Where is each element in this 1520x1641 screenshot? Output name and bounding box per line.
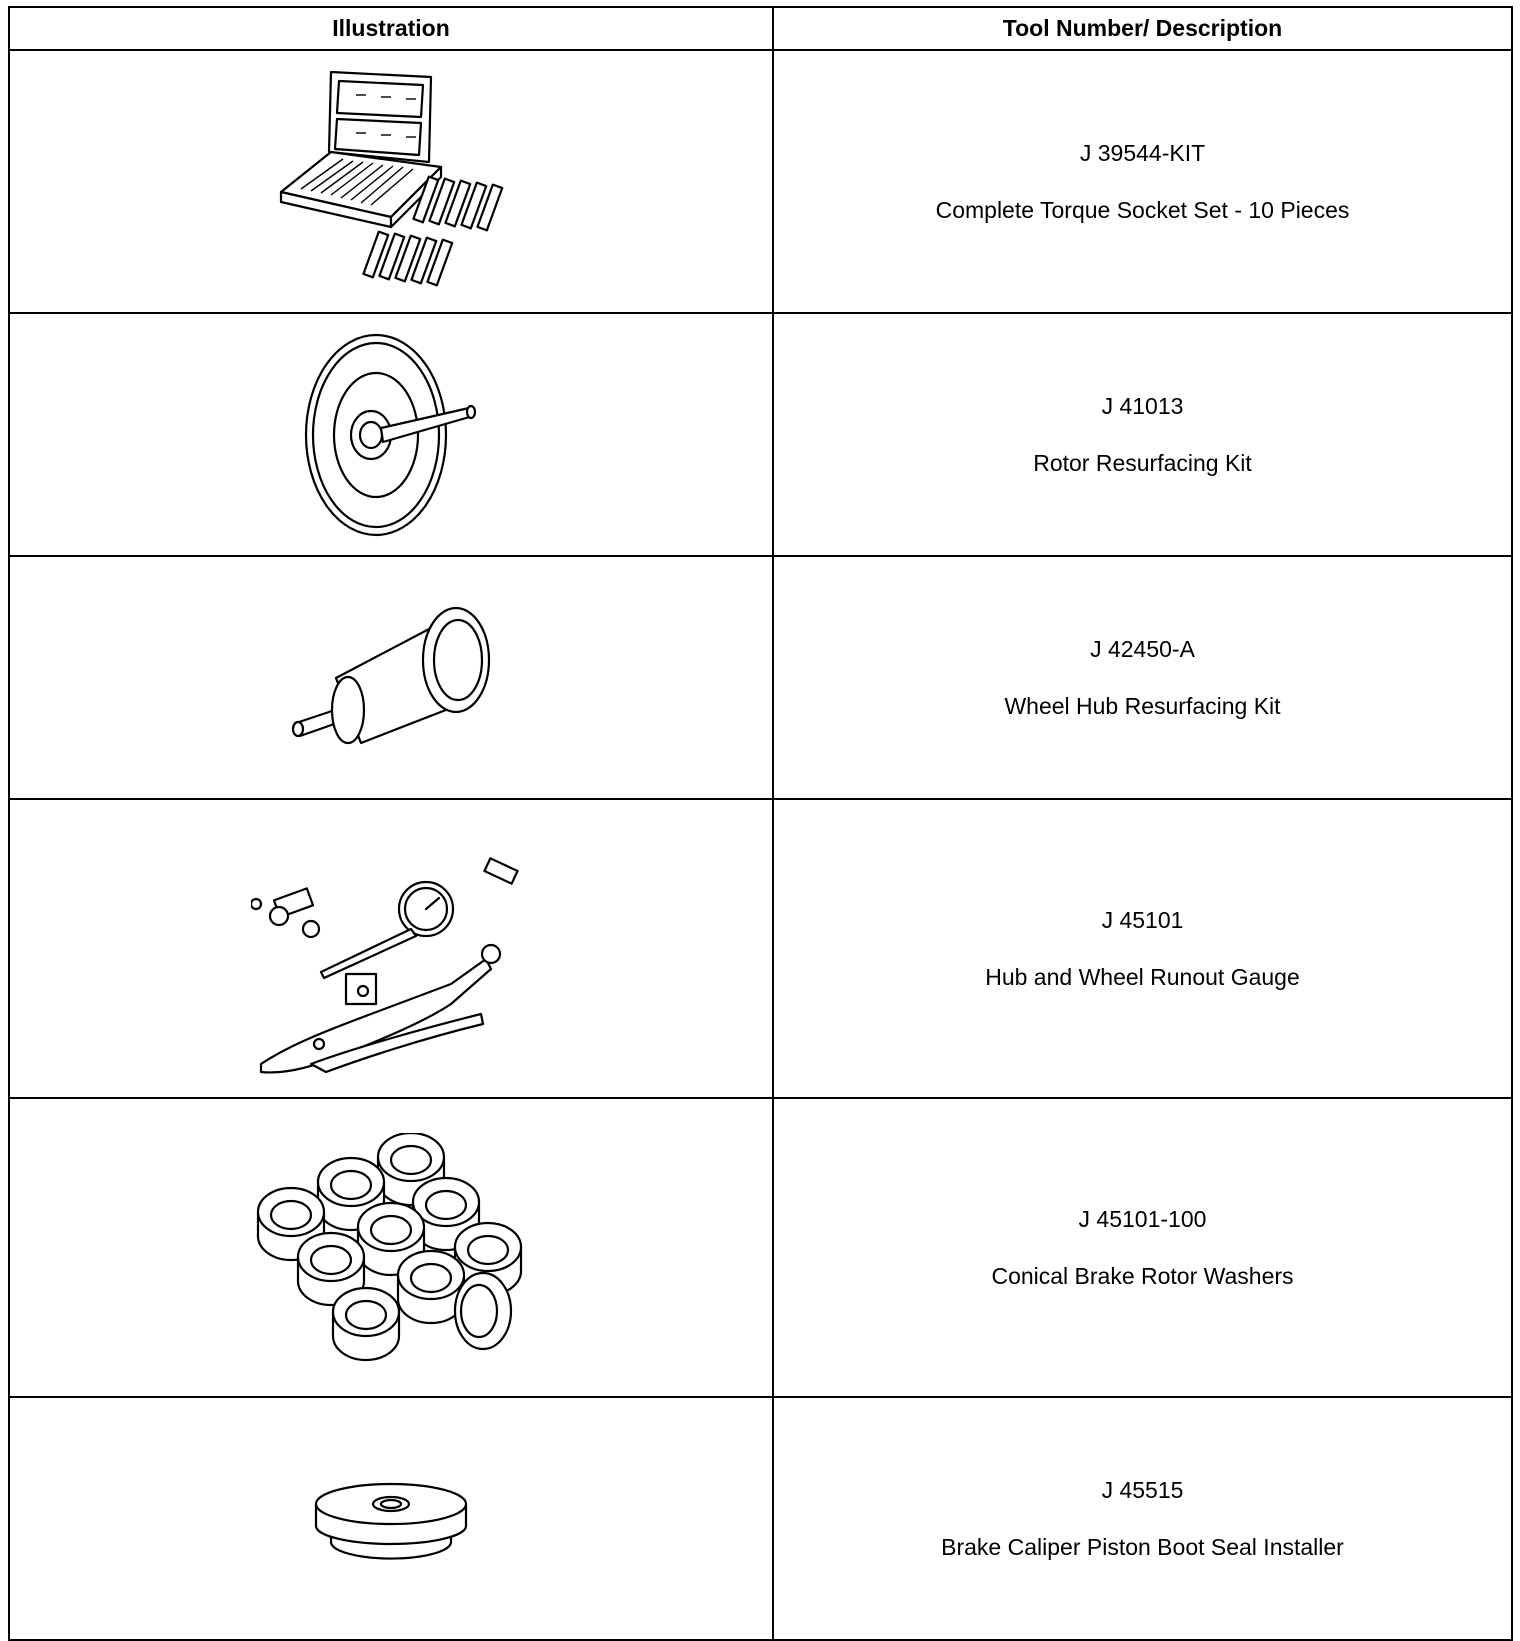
conical-washers-icon (251, 1133, 531, 1363)
tool-description: Hub and Wheel Runout Gauge (985, 963, 1300, 990)
tool-description: Complete Torque Socket Set - 10 Pieces (935, 196, 1350, 223)
illustration-cell (9, 50, 773, 313)
wheel-hub-resurfacing-kit-icon (286, 598, 496, 758)
illustration-cell (9, 799, 773, 1098)
tool-number: J 39544-KIT (1079, 139, 1206, 166)
illustration-header: Illustration (9, 7, 773, 50)
illustration-cell (9, 1397, 773, 1640)
runout-gauge-icon (251, 814, 531, 1084)
table-row (9, 1098, 1512, 1397)
illustration-cell (9, 1098, 773, 1397)
tool-description: Wheel Hub Resurfacing Kit (1004, 692, 1281, 719)
tool-number: J 45515 (1101, 1476, 1184, 1503)
torque-socket-set-icon (271, 67, 511, 297)
tool-number: J 45101-100 (1078, 1205, 1207, 1232)
tool-description-cell (773, 50, 1512, 313)
illustration-cell (9, 313, 773, 556)
tool-description-cell (773, 1098, 1512, 1397)
illustration-cell (9, 556, 773, 799)
special-tools-table (8, 6, 1513, 1641)
table-row (9, 313, 1512, 556)
tool-header: Tool Number/ Description (773, 7, 1512, 50)
tool-description-cell (773, 313, 1512, 556)
header-row (9, 7, 1512, 50)
tool-description-cell (773, 799, 1512, 1098)
tool-description: Brake Caliper Piston Boot Seal Installer (941, 1533, 1344, 1560)
tool-number: J 41013 (1101, 392, 1184, 419)
table-row (9, 1397, 1512, 1640)
table-row (9, 556, 1512, 799)
tool-number: J 42450-A (1090, 635, 1195, 662)
boot-seal-installer-icon (311, 1474, 471, 1564)
tool-description-cell (773, 1397, 1512, 1640)
table-row (9, 50, 1512, 313)
tool-description: Rotor Resurfacing Kit (1033, 449, 1252, 476)
rotor-resurfacing-kit-icon (291, 330, 491, 540)
tool-number: J 45101 (1101, 906, 1184, 933)
tool-description-cell (773, 556, 1512, 799)
table-row (9, 799, 1512, 1098)
tool-description: Conical Brake Rotor Washers (991, 1262, 1294, 1289)
